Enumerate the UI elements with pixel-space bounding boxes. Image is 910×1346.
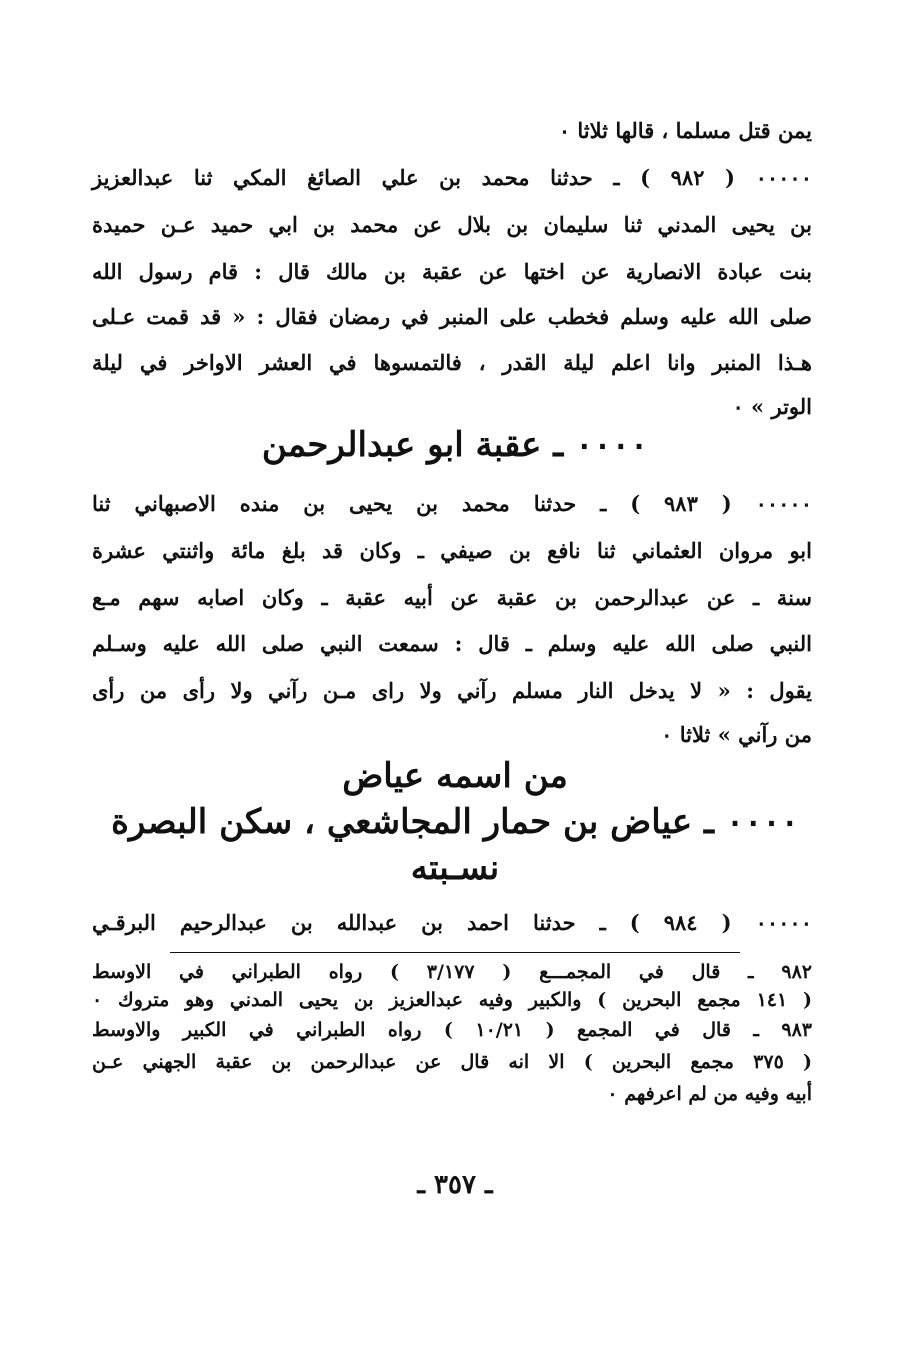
section-heading: من اسمه عياض [342,756,568,796]
text-line: بنت عبادة الانصارية عن اختها عن عقبة بن مالك قال : قام رسول الله [92,259,812,284]
text-line: يمن قتل مسلما ، قالها ثلاثا ٠ [558,118,812,143]
footnote-line: ٩٨٢ ـ قال في المجمـــع ( ٣/١٧٧ ) رواه الطبراني في الاوسط [92,961,812,983]
text-line: صلى الله عليه وسلم فخطب على المنبر في رمضان فقال : « قد قمت عـلى [92,304,812,329]
footnote-line: ( ٣٧٥ مجمع البحرين ) الا انه قال عن عبدالرحمن بن عقبة الجهني عـن [92,1051,812,1073]
footnote-rule [170,952,740,953]
text-line: الوتر » ٠ [732,394,812,419]
section-heading: نسـبته [410,848,500,888]
text-line: ٠٠٠٠٠ ( ٩٨٣ ) ـ حدثنا محمد بن يحيى بن منده الاصبهاني ثنا [92,491,812,516]
text-line: ٠٠٠٠٠ ( ٩٨٤ ) ـ حدثنا احمد بن عبدالله بن عبدالرحيم البرقـي [92,910,812,935]
section-heading: ٠٠٠٠ ـ عياض بن حمار المجاشعي ، سكن البصرة [111,802,799,842]
text-line: النبي صلى الله عليه وسلم ـ قال : سمعت النبي صلى الله عليه وسـلم [92,631,812,656]
text-line: ٠٠٠٠٠ ( ٩٨٢ ) ـ حدثنا محمد بن علي الصائغ المكي ثنا عبدالعزيز [92,165,812,190]
text-line: ابو مروان العثماني ثنا نافع بن صيفي ـ وكان قد بلغ مائة واثنتي عشرة [92,538,812,563]
text-line: هـذا المنبر وانا اعلم ليلة القدر ، فالتمسوها في العشر الاواخر في ليلة [92,350,812,375]
text-line: بن يحيى المدني ثنا سليمان بن بلال عن محمد بن ابي حميد عـن حميدة [92,212,812,237]
section-heading: ٠٠٠٠ ـ عقبة ابو عبدالرحمن [261,425,649,465]
text-line: يقول : « لا يدخل النار مسلم رآني ولا راى مـن رآني ولا رأى من رأى [92,678,812,703]
footnote-line: أبيه وفيه من لم اعرفهم ٠ [607,1083,812,1105]
text-line: سنة ـ عن عبدالرحمن بن عقبة عن أبيه عقبة ـ وكان اصابه سهم مـع [92,585,812,610]
footnote-line: ( ١٤١ مجمع البحرين ) والكبير وفيه عبدالعزيز بن يحيى المدني وهو متروك ٠ [92,989,812,1011]
text-line: من رآني » ثلاثا ٠ [661,722,812,747]
page-number: ـ ٣٥٧ ـ [417,1170,493,1200]
footnote-line: ٩٨٣ ـ قال في المجمع ( ١٠/٢١ ) رواه الطبراني في الكبير والاوسط [92,1019,812,1041]
